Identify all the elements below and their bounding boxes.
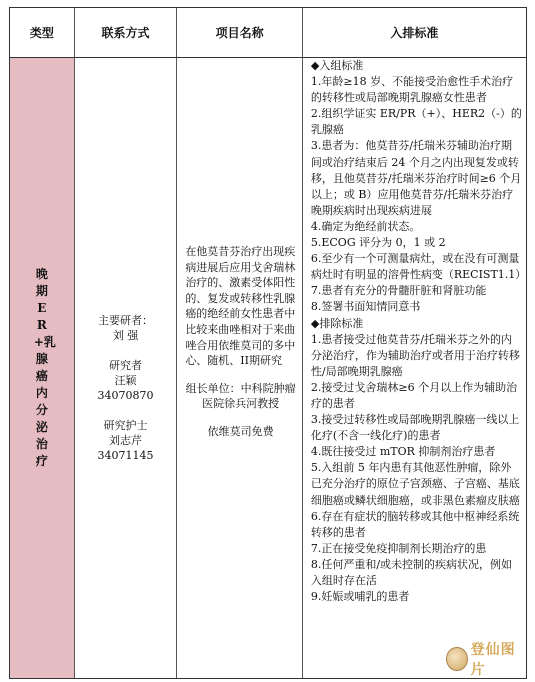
pi-label: 主要研者： xyxy=(98,314,154,327)
nurse-name: 刘志芹 xyxy=(109,434,143,447)
criteria-line: 8.任何严重和/或未控制的疾病状况，例如入组时存在活 xyxy=(310,557,513,587)
criteria-line: 7.患者有充分的骨髓肝脏和肾脏功能 xyxy=(310,284,487,298)
researcher-phone: 34070870 xyxy=(97,389,154,402)
researcher-name: 汪颖 xyxy=(114,374,137,387)
watermark xyxy=(446,642,524,678)
researcher-label: 研究者 xyxy=(109,359,143,372)
header-project: 项目名称 xyxy=(177,8,303,57)
criteria-line: 5.入组前 5 年内患有其他恶性肿瘤，除外已充分治疗的原位子宫颈癌、子宫癌、基底细胞癌或鳞状细胞癌，或非黑色素瘤皮肤癌 xyxy=(310,461,520,507)
table-row xyxy=(10,58,526,678)
criteria-line: 1.患者接受过他莫昔芬/托瑞米芬之外的内分泌治疗，作为辅助治疗或者用于治疗转移性/局部晚期乳腺癌 xyxy=(310,332,520,378)
criteria-cell xyxy=(303,58,526,678)
criteria-line: 5.ECOG 评分为 0，1 或 2 xyxy=(310,236,446,250)
project-description: 在他莫昔芬治疗出现疾病进展后应用戈舍瑞林治疗的、激素受体阳性的、复发或转移性乳腺癌的绝经前女性患者中比较来曲唑相对于来曲唑合用依维莫司的多中心、随机、II期研究 xyxy=(185,245,296,368)
header-criteria: 入排标准 xyxy=(390,26,439,40)
criteria-line: 6.至少有一个可测量病灶，或在没有可测量病灶时有明显的溶骨性病变（RECIST1.1） xyxy=(310,252,527,282)
criteria-line: 3.接受过转移性或局部晚期乳腺癌一线以上化疗(不含一线化疗)的患者 xyxy=(310,413,520,443)
project-note: 依维莫司免费 xyxy=(207,424,274,438)
criteria-line: 7.正在接受免疫抑制剂长期治疗的患 xyxy=(310,541,487,555)
pi-name: 刘 强 xyxy=(112,329,139,342)
criteria-line: ◆排除标准 xyxy=(310,316,364,330)
criteria-line: 2.组织学证实 ER/PR（+）、HER2（-）的乳腺癌 xyxy=(310,107,522,137)
table-header-row xyxy=(10,8,526,58)
project-org: 组长单位：中科院肿瘤医院徐兵河教授 xyxy=(185,381,296,411)
criteria-line: 9.妊娠或哺乳的患者 xyxy=(310,590,410,604)
header-type: 类型 xyxy=(10,8,75,57)
criteria-line: 4.既往接受过 mTOR 抑制剂治疗患者 xyxy=(310,445,496,459)
header-contact: 联系方式 xyxy=(75,8,178,57)
criteria-line: 2.接受过戈舍瑞林≥6 个月以上作为辅助治疗的患者 xyxy=(310,380,518,410)
criteria-line: 8.签署书面知情同意书 xyxy=(310,300,421,314)
watermark-text: 登仙图片 xyxy=(470,642,516,678)
trial-table xyxy=(9,7,527,679)
nurse-phone: 34071145 xyxy=(97,449,154,462)
nurse-label: 研究护士 xyxy=(103,419,148,432)
criteria-line: ◆入组标准 xyxy=(310,59,364,72)
type-value: 晚期ER+乳腺癌内分泌治疗 xyxy=(33,267,56,468)
project-cell xyxy=(177,58,303,678)
criteria-line: 1.年龄≥18 岁、不能接受治愈性手术治疗的转移性或局部晚期乳腺癌女性患者 xyxy=(310,75,514,105)
watermark-face-icon xyxy=(446,647,468,671)
criteria-line: 6.存在有症状的脑转移或其他中枢神经系统转移的患者 xyxy=(310,509,520,539)
criteria-line: 4.确定为绝经前状态。 xyxy=(310,219,421,233)
criteria-line: 3.患者为：他莫昔芬/托瑞米芬辅助治疗期间或治疗结束后 24 个月之内出现复发或转移，且他莫昔芬/托瑞米芬治疗时间≥6 个月以上；或 B）应用他莫昔芬/托瑞米芬治疗晚期疾病时出现疾病进展 xyxy=(310,139,522,217)
type-cell xyxy=(10,58,75,678)
contact-cell xyxy=(75,58,178,678)
